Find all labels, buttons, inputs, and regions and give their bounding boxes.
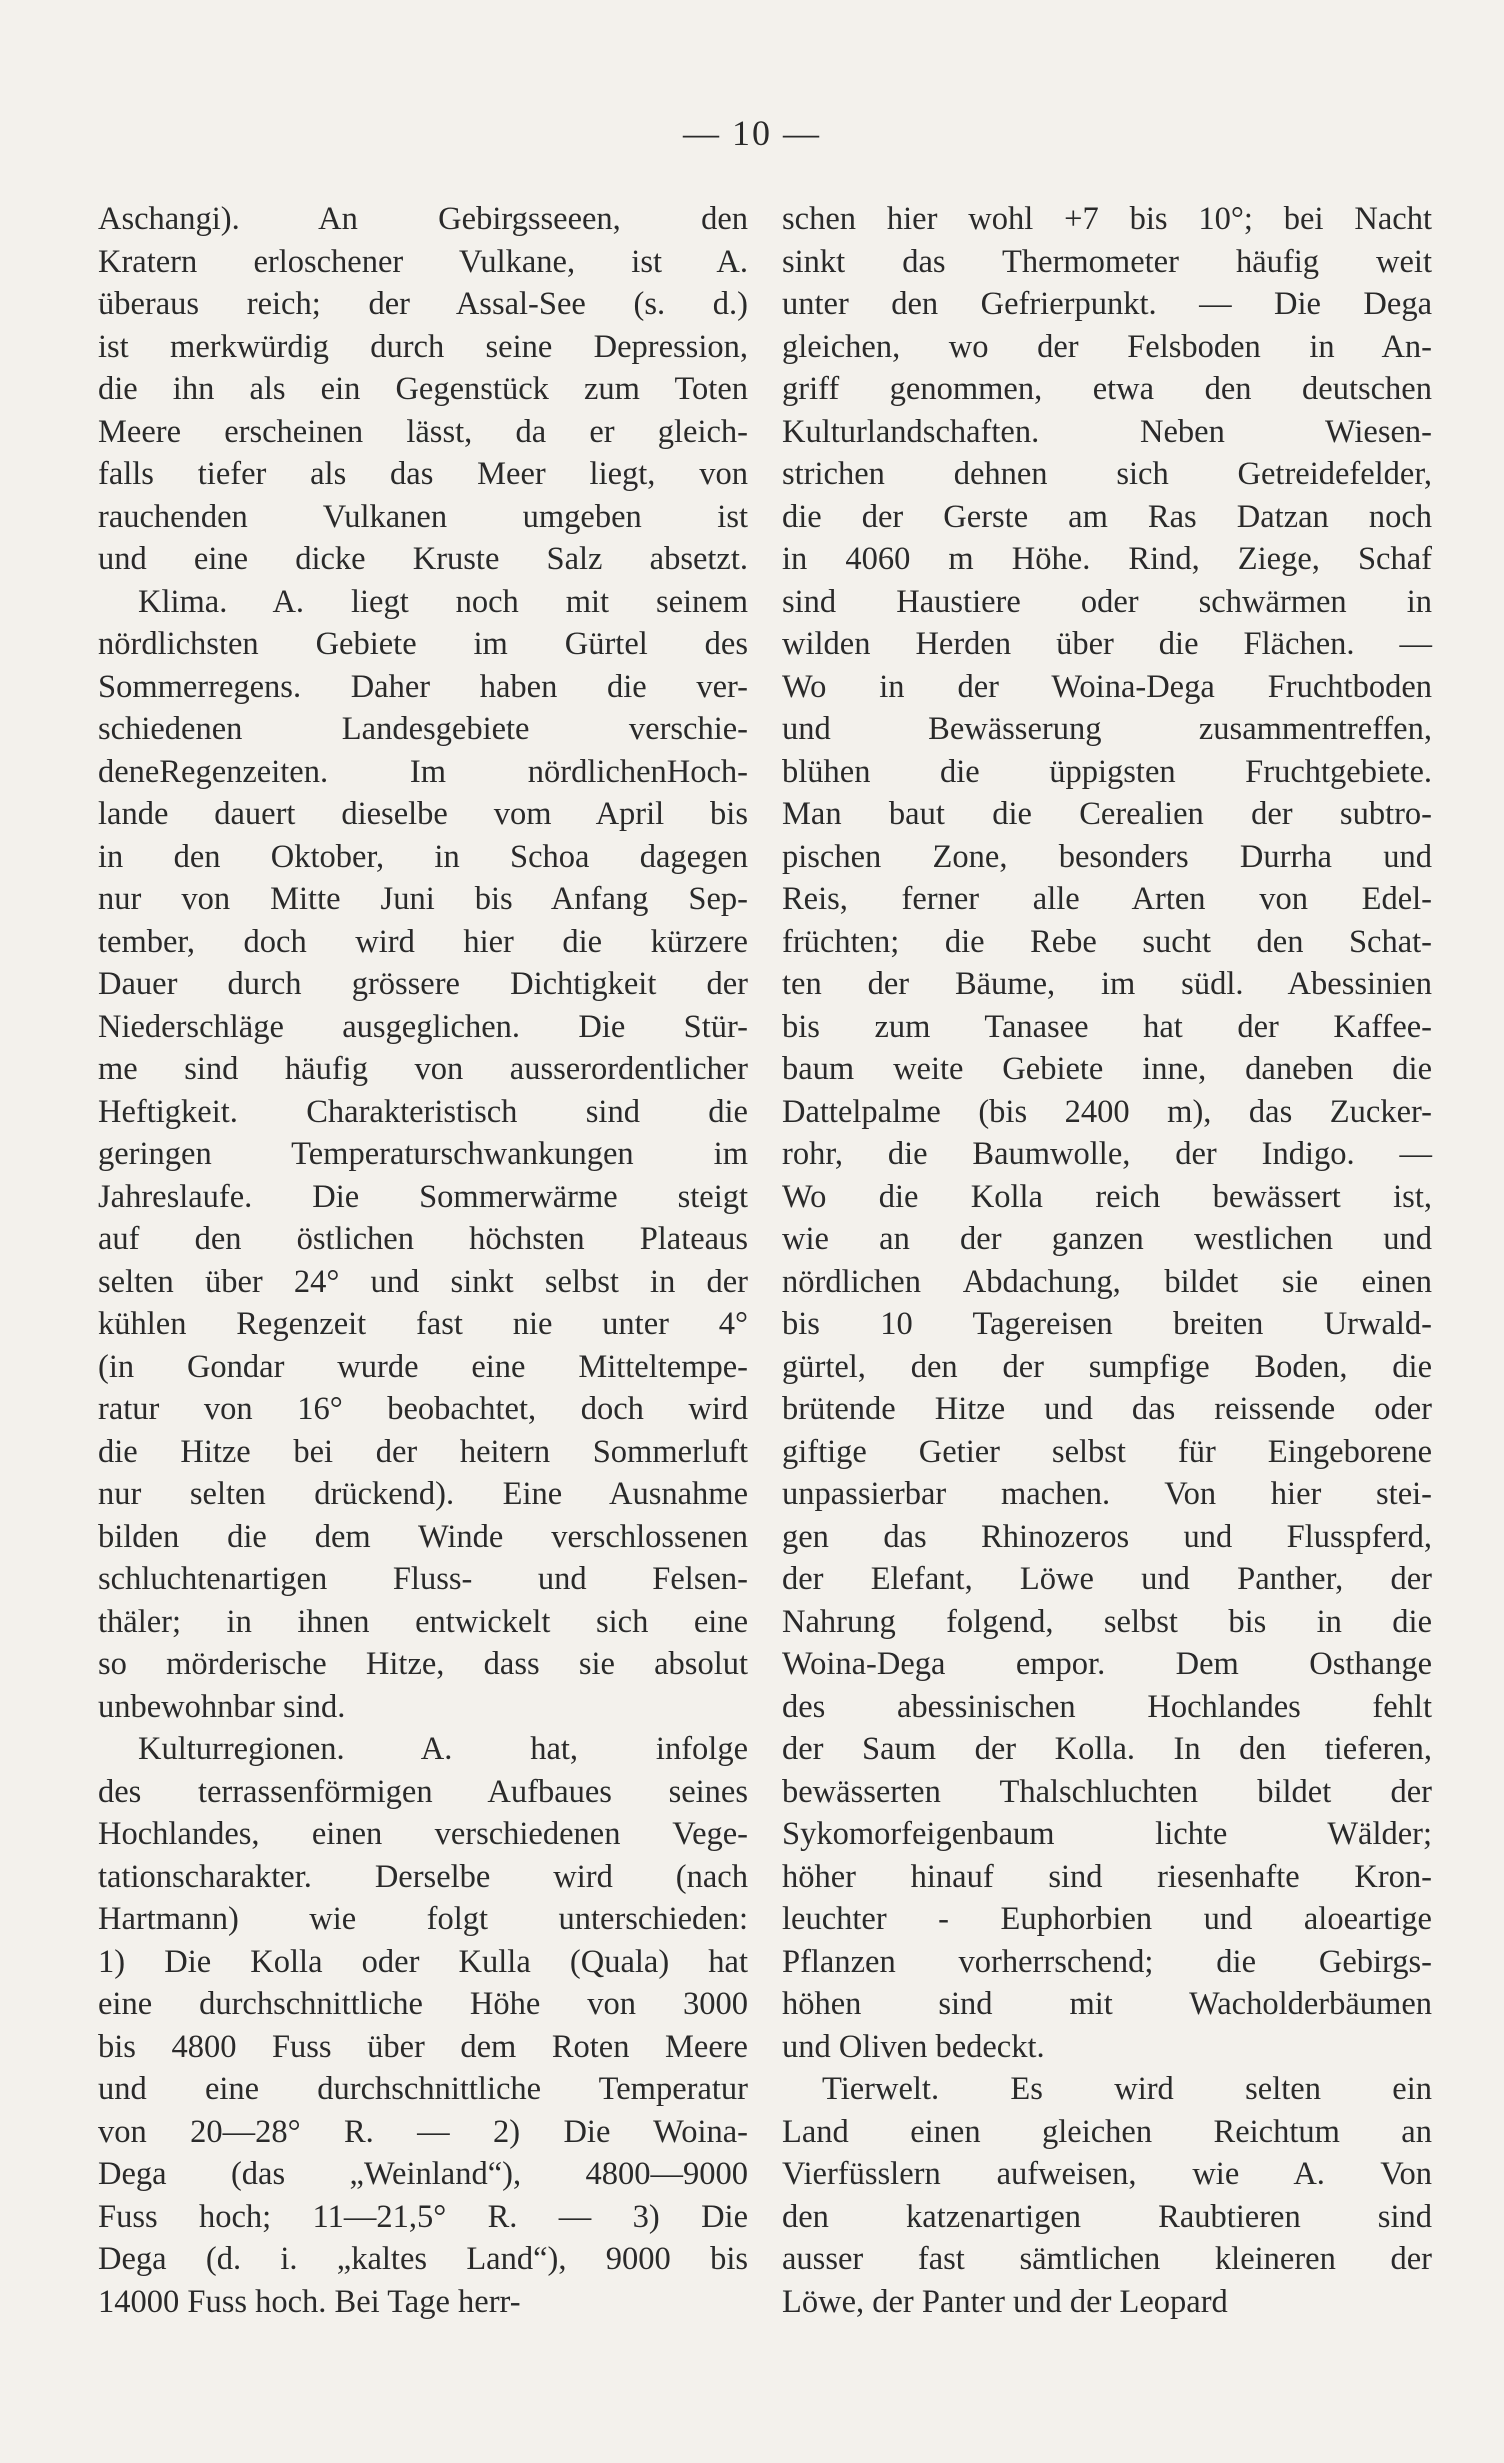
text-line: eine durchschnittliche Höhe von 3000 [98,1986,748,2022]
text-line: der Elefant, Löwe und Panther, der [782,1561,1432,1597]
text-line: giftige Getier selbst für Eingeborene [782,1433,1432,1470]
text-line: Man baut die Cerealien der subtro- [782,796,1432,832]
text-line: Meere erscheinen lässt, da er gleich- [98,413,748,450]
text-line: wie an der ganzen westlichen und [782,1221,1432,1257]
text-line: Nahrung folgend, selbst bis in die [782,1603,1432,1640]
right-column [782,198,1432,2323]
text-line: Wo in der Woina-Dega Fruchtboden [782,668,1432,705]
text-line: strichen dehnen sich Getreidefelder, [782,456,1432,492]
text-line: deneRegenzeiten. Im nördlichenHoch- [98,753,748,790]
text-line: kühlen Regenzeit fast nie unter 4° [98,1306,748,1342]
text-line: Jahreslaufe. Die Sommerwärme steigt [98,1178,748,1215]
text-line: die Hitze bei der heitern Sommerluft [98,1433,748,1470]
text-line: die ihn als ein Gegenstück zum Toten [98,371,748,407]
text-line: nur von Mitte Juni bis Anfang Sep- [98,881,748,917]
text-line: früchten; die Rebe sucht den Schat- [782,923,1432,960]
text-line: Fuss hoch; 11—21,5° R. — 3) Die [98,2198,748,2235]
text-line: unbewohnbar sind. [98,1688,346,1725]
text-line: des terrassenförmigen Aufbaues seines [98,1773,748,1810]
text-line: tationscharakter. Derselbe wird (nach [98,1858,748,1895]
text-line: lande dauert dieselbe vom April bis [98,796,748,832]
text-line: den katzenartigen Raubtieren sind [782,2198,1432,2235]
text-line: höhen sind mit Wacholderbäumen [782,1986,1432,2022]
text-line: baum weite Gebiete inne, daneben die [782,1051,1432,1087]
text-line: falls tiefer als das Meer liegt, von [98,456,748,492]
text-line: die der Gerste am Ras Datzan noch [782,498,1432,535]
text-line: leuchter - Euphorbien und aloeartige [782,1901,1432,1937]
text-line: nur selten drückend). Eine Ausnahme [98,1476,748,1512]
text-line: und Bewässerung zusammentreffen, [782,711,1432,747]
text-line: in den Oktober, in Schoa dagegen [98,838,748,875]
text-line: Wo die Kolla reich bewässert ist, [782,1178,1432,1215]
text-line: der Saum der Kolla. In den tieferen, [782,1731,1432,1767]
text-line: ten der Bäume, im südl. Abessinien [782,966,1432,1002]
text-line: griff genommen, etwa den deutschen [782,371,1432,407]
text-line: wilden Herden über die Flächen. — [782,626,1432,662]
left-column [98,198,748,2323]
text-line: rohr, die Baumwolle, der Indigo. — [782,1136,1432,1172]
text-line: Niederschläge ausgeglichen. Die Stür- [98,1008,748,1045]
text-line: blühen die üppigsten Fruchtgebiete. [782,753,1432,790]
text-line: bis zum Tanasee hat der Kaffee- [782,1008,1432,1045]
text-line: sinkt das Thermometer häufig weit [782,243,1432,280]
text-line: schen hier wohl +7 bis 10°; bei Nacht [782,201,1432,237]
text-line: Pflanzen vorherrschend; die Gebirgs- [782,1943,1432,1980]
text-line: Hochlandes, einen verschiedenen Vege- [98,1816,748,1852]
text-line: 1) Die Kolla oder Kulla (Quala) hat [98,1943,748,1980]
text-line: von 20—28° R. — 2) Die Woina- [98,2113,748,2150]
text-line: bis 10 Tagereisen breiten Urwald- [782,1306,1432,1342]
text-line: Hartmann) wie folgt unterschieden: [98,1901,748,1937]
text-line: bilden die dem Winde verschlossenen [98,1518,748,1555]
text-line: und eine dicke Kruste Salz absetzt. [98,541,748,577]
text-line: überaus reich; der Assal-See (s. d.) [98,286,748,322]
text-line: brütende Hitze und das reissende oder [782,1391,1432,1427]
text-line: tember, doch wird hier die kürzere [98,923,748,960]
text-line: Vierfüsslern aufweisen, wie A. Von [782,2156,1432,2192]
text-line: nördlichsten Gebiete im Gürtel des [98,626,748,662]
text-line: gleichen, wo der Felsboden in An- [782,328,1432,365]
text-line: Dattelpalme (bis 2400 m), das Zucker- [782,1093,1432,1130]
text-line: 14000 Fuss hoch. Bei Tage herr- [98,2283,521,2320]
text-line: bewässerten Thalschluchten bildet der [782,1773,1432,1810]
text-line: Reis, ferner alle Arten von Edel- [782,881,1432,917]
text-line: so mörderische Hitze, dass sie absolut [98,1646,748,1682]
text-line: auf den östlichen höchsten Plateaus [98,1221,748,1257]
text-line: in 4060 m Höhe. Rind, Ziege, Schaf [782,541,1432,577]
text-line: höher hinauf sind riesenhafte Kron- [782,1858,1432,1895]
text-line: gen das Rhinozeros und Flusspferd, [782,1518,1432,1555]
text-line: me sind häufig von ausserordentlicher [98,1051,748,1087]
text-line: gürtel, den der sumpfige Boden, die [782,1348,1432,1385]
text-line: bis 4800 Fuss über dem Roten Meere [98,2028,748,2065]
text-line: (in Gondar wurde eine Mitteltempe- [98,1348,748,1385]
text-line: Heftigkeit. Charakteristisch sind die [98,1093,748,1130]
text-line: Woina-Dega empor. Dem Osthange [782,1646,1432,1682]
text-line: Dega (d. i. „kaltes Land“), 9000 bis [98,2241,748,2277]
text-line: unpassierbar machen. Von hier stei- [782,1476,1432,1512]
text-line: und Oliven bedeckt. [782,2028,1045,2065]
text-line: ratur von 16° beobachtet, doch wird [98,1391,748,1427]
text-line: Kulturregionen. A. hat, infolge [138,1731,748,1767]
text-line: Kratern erloschener Vulkane, ist A. [98,243,748,280]
text-line: des abessinischen Hochlandes fehlt [782,1688,1432,1725]
text-line: Land einen gleichen Reichtum an [782,2113,1432,2150]
text-line: und eine durchschnittliche Temperatur [98,2071,748,2107]
text-line: Dega (das „Weinland“), 4800—9000 [98,2156,748,2192]
text-line: Sommerregens. Daher haben die ver- [98,668,748,705]
text-line: geringen Temperaturschwankungen im [98,1136,748,1172]
text-line: schluchtenartigen Fluss- und Felsen- [98,1561,748,1597]
text-line: nördlichen Abdachung, bildet sie einen [782,1263,1432,1300]
text-line: Tierwelt. Es wird selten ein [822,2071,1432,2107]
text-line: sind Haustiere oder schwärmen in [782,583,1432,620]
text-line: unter den Gefrierpunkt. — Die Dega [782,286,1432,322]
text-line: Sykomorfeigenbaum lichte Wälder; [782,1816,1432,1852]
text-line: schiedenen Landesgebiete verschie- [98,711,748,747]
text-line: Kulturlandschaften. Neben Wiesen- [782,413,1432,450]
text-line: rauchenden Vulkanen umgeben ist [98,498,748,535]
text-line: pischen Zone, besonders Durrha und [782,838,1432,875]
text-line: selten über 24° und sinkt selbst in der [98,1263,748,1300]
text-line: ist merkwürdig durch seine Depression, [98,328,748,365]
text-line: thäler; in ihnen entwickelt sich eine [98,1603,748,1640]
page-number: — 10 — [683,113,821,153]
text-line: Aschangi). An Gebirgsseeen, den [98,201,748,237]
text-line: Löwe, der Panter und der Leopard [782,2283,1228,2320]
text-line: Klima. A. liegt noch mit seinem [138,583,748,620]
text-line: ausser fast sämtlichen kleineren der [782,2241,1432,2277]
text-line: Dauer durch grössere Dichtigkeit der [98,966,748,1002]
